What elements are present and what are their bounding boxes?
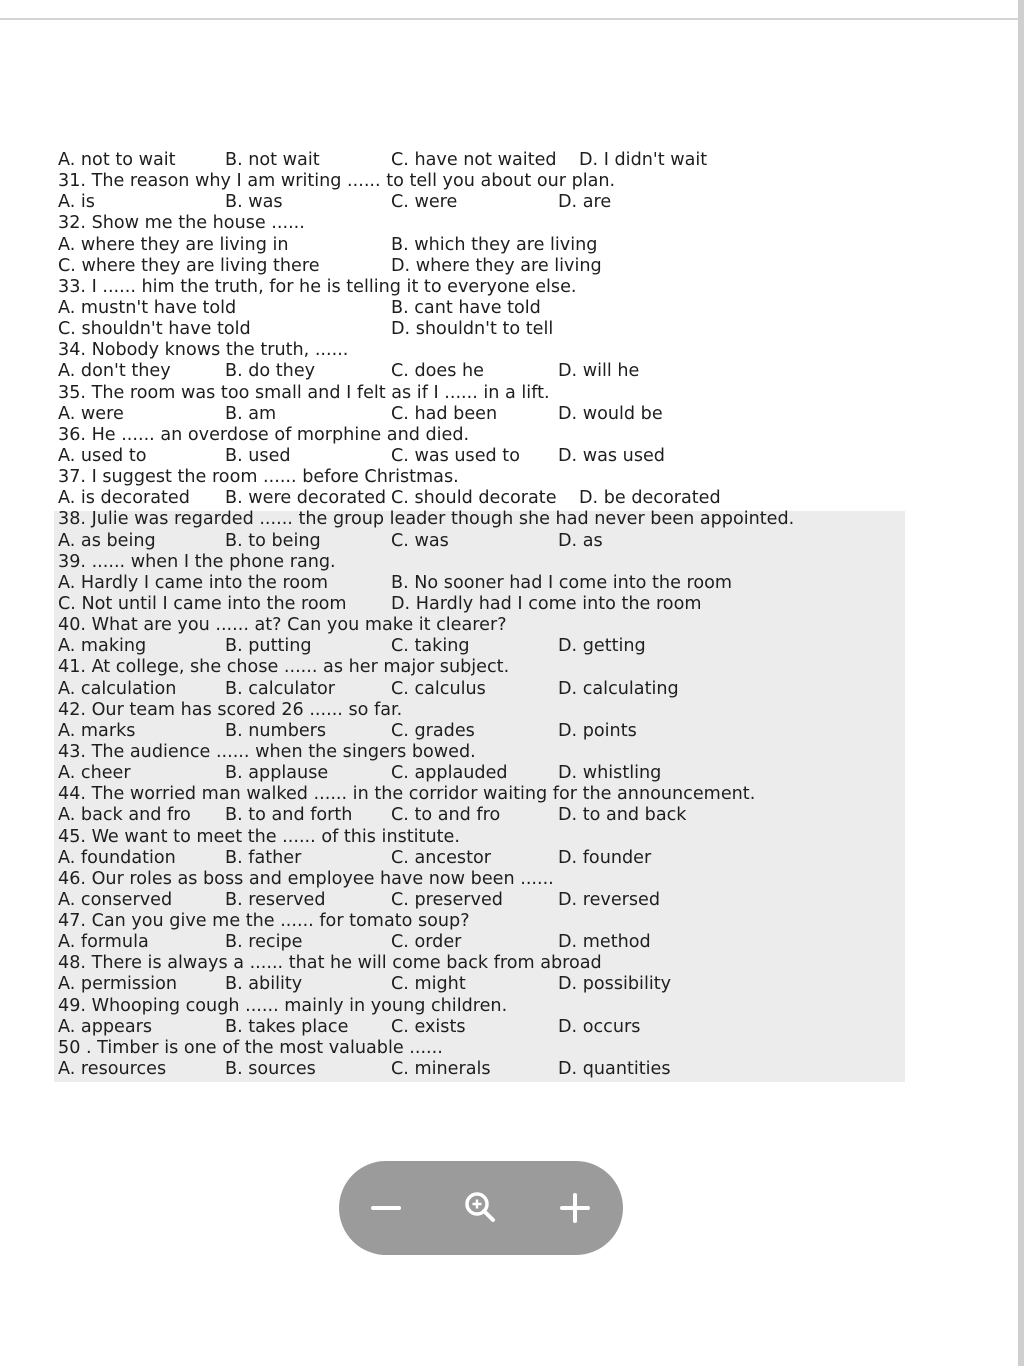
answer-option: D. are [558,192,612,213]
answer-option: B. reserved [225,889,326,910]
answer-option: A. calculation [58,678,177,699]
answer-option: C. ancestor [391,847,491,868]
answer-options-row [58,848,958,869]
question-text: 32. Show me the house ...... [58,213,305,234]
answer-option: C. order [391,932,462,953]
answer-options-row [58,531,958,552]
zoom-magnifier-icon [453,1181,507,1235]
answer-option: A. formula [58,932,149,953]
answer-option: B. calculator [225,678,335,699]
answer-option: D. where they are living [391,255,602,276]
question-text: 43. The audience ...... when the singers bowed. [58,741,476,762]
answer-options-row [58,805,958,826]
answer-option: C. was [391,530,449,551]
answer-option: A. appears [58,1016,153,1037]
question-text: 44. The worried man walked ...... in the corridor waiting for the announcement. [58,784,756,805]
answer-options-row [58,636,958,657]
answer-option: A. mustn't have told [58,297,237,318]
question-text: 36. He ...... an overdose of morphine and died. [58,424,470,445]
answer-option: D. getting [558,636,646,657]
answer-option: C. exists [391,1016,466,1037]
question-text: 50 . Timber is one of the most valuable ...... [58,1037,443,1058]
answer-option: B. not wait [225,150,320,170]
answer-options-row [58,192,958,213]
answer-options-row [58,298,958,319]
answer-option: B. used [225,445,291,466]
answer-option: A. Hardly I came into the room [58,572,328,593]
answer-option: C. have not waited [391,150,557,170]
answer-options-row [58,235,958,256]
answer-option: D. was used [558,445,665,466]
answer-option: D. possibility [558,974,672,995]
question-text: 47. Can you give me the ...... for tomato soup? [58,911,470,932]
answer-option: B. cant have told [391,297,541,318]
question-text: 31. The reason why I am writing ...... to tell you about our plan. [58,171,616,192]
zoom-reset-button[interactable] [453,1181,507,1235]
answer-option: A. cheer [58,763,131,784]
answer-options-row [58,974,958,995]
answer-option: A. back and fro [58,805,191,826]
answer-option: C. to and fro [391,805,501,826]
answer-options-row [58,573,958,594]
top-divider [0,18,1018,20]
answer-option: C. were [391,192,458,213]
minus-icon [359,1181,413,1235]
answer-option: B. which they are living [391,234,598,255]
answer-option: D. will he [558,361,640,382]
answer-option: C. was used to [391,445,520,466]
answer-option: B. am [225,403,277,424]
answer-options-row [58,890,958,911]
answer-option: A. resources [58,1059,167,1080]
answer-options-row [58,721,958,742]
answer-option: D. Hardly had I come into the room [391,593,702,614]
answer-options-row [58,150,958,171]
answer-option: D. to and back [558,805,687,826]
answer-options-row [58,256,958,277]
answer-options-row [58,594,958,615]
answer-options-row [58,1059,958,1080]
answer-option: A. permission [58,974,177,995]
answer-option: D. calculating [558,678,679,699]
question-text: 45. We want to meet the ...... of this institute. [58,826,460,847]
answer-option: D. would be [558,403,663,424]
answer-option: A. marks [58,720,136,741]
answer-option: C. applauded [391,763,508,784]
answer-options-row [58,1017,958,1038]
answer-option: D. occurs [558,1016,641,1037]
answer-option: A. where they are living in [58,234,289,255]
answer-option: C. preserved [391,889,503,910]
answer-option: A. conserved [58,889,173,910]
answer-option: A. is [58,192,95,213]
answer-options-row [58,932,958,953]
answer-option: D. reversed [558,889,661,910]
answer-options-row [58,361,958,382]
answer-option: C. calculus [391,678,486,699]
question-text: 46. Our roles as boss and employee have now been ...... [58,868,554,889]
answer-option: B. No sooner had I come into the room [391,572,733,593]
answer-option: B. ability [225,974,303,995]
answer-option: A. as being [58,530,156,551]
answer-option: D. shouldn't to tell [391,319,554,340]
answer-option: A. were [58,403,124,424]
answer-option: A. is decorated [58,488,190,509]
question-text: 35. The room was too small and I felt as if I ...... in a lift. [58,382,550,403]
answer-options-row [58,446,958,467]
answer-option: B. was [225,192,283,213]
answer-option: C. shouldn't have told [58,319,251,340]
answer-option: A. making [58,636,147,657]
answer-option: A. used to [58,445,147,466]
plus-icon [548,1181,602,1235]
answer-option: D. I didn't wait [579,150,708,170]
answer-option: B. numbers [225,720,327,741]
question-text: 41. At college, she chose ...... as her major subject. [58,657,510,678]
answer-option: D. founder [558,847,652,868]
answer-option: B. sources [225,1059,316,1080]
answer-option: B. father [225,847,302,868]
question-text: 40. What are you ...... at? Can you make it clearer? [58,615,507,636]
answer-option: D. method [558,932,651,953]
question-text: 49. Whooping cough ...... mainly in young children. [58,995,508,1016]
answer-option: C. does he [391,361,484,382]
answer-option: B. to being [225,530,321,551]
question-text: 48. There is always a ...... that he will come back from abroad [58,953,602,974]
question-text: 38. Julie was regarded ...... the group leader though she had never been appointed. [58,509,795,530]
answer-option: C. Not until I came into the room [58,593,347,614]
question-text: 37. I suggest the room ...... before Christmas. [58,467,459,488]
page-right-edge [1018,0,1024,1366]
answer-option: C. taking [391,636,470,657]
zoom-control-bar [339,1161,623,1255]
answer-option: C. minerals [391,1059,491,1080]
answer-option: A. not to wait [58,150,176,170]
answer-option: B. recipe [225,932,303,953]
document-page [58,150,958,1080]
answer-option: D. whistling [558,763,662,784]
answer-options-row [58,488,958,509]
answer-options-row [58,679,958,700]
zoom-in-button[interactable] [548,1181,602,1235]
question-text: 34. Nobody knows the truth, ...... [58,340,349,361]
answer-option: D. points [558,720,637,741]
answer-options-row [58,404,958,425]
answer-option: C. where they are living there [58,255,320,276]
answer-options-row [58,763,958,784]
answer-option: B. do they [225,361,316,382]
answer-option: B. takes place [225,1016,349,1037]
answer-option: B. were decorated [225,488,387,509]
answer-option: B. to and forth [225,805,353,826]
zoom-out-button[interactable] [359,1181,413,1235]
answer-option: C. had been [391,403,498,424]
answer-option: D. as [558,530,603,551]
answer-option: B. applause [225,763,329,784]
answer-option: C. grades [391,720,475,741]
question-text: 42. Our team has scored 26 ...... so far. [58,699,403,720]
answer-option: D. quantities [558,1059,671,1080]
answer-option: B. putting [225,636,312,657]
question-text: 33. I ...... him the truth, for he is telling it to everyone else. [58,276,577,297]
answer-option: C. might [391,974,466,995]
question-text: 39. ...... when I the phone rang. [58,551,336,572]
answer-option: D. be decorated [579,488,721,509]
answer-options-row [58,319,958,340]
answer-option: A. don't they [58,361,171,382]
answer-option: A. foundation [58,847,176,868]
answer-option: C. should decorate [391,488,557,509]
